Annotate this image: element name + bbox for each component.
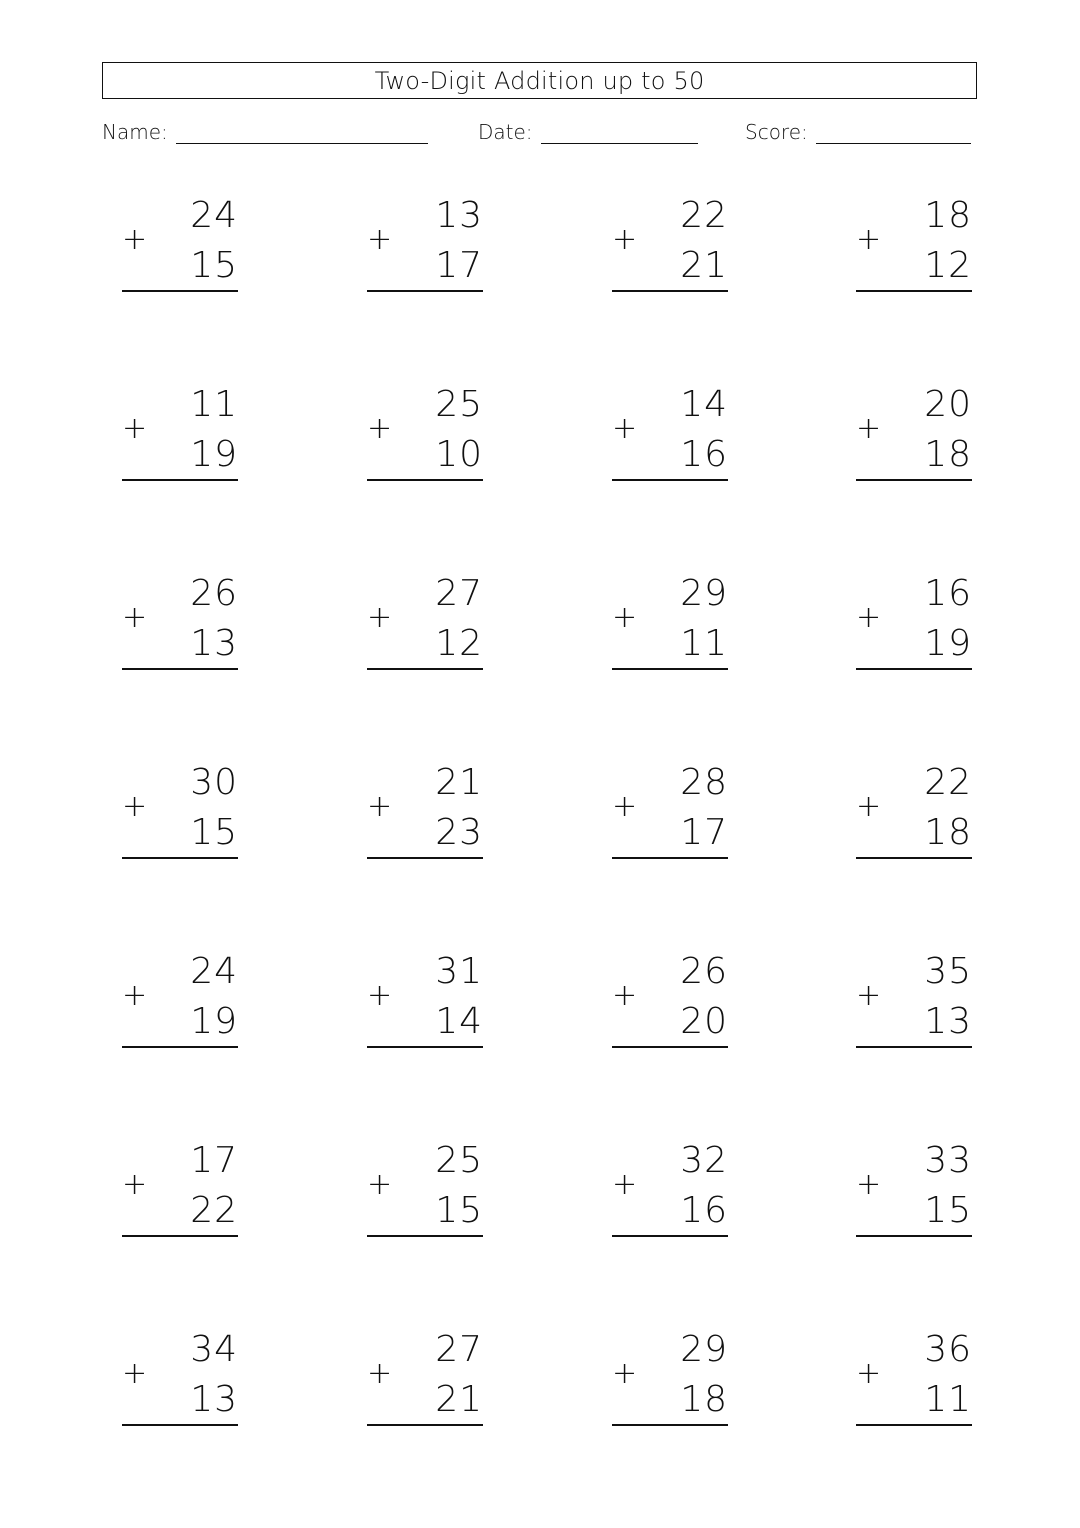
plus-sign: + bbox=[856, 1356, 882, 1391]
addend-bottom: 15 bbox=[190, 812, 238, 853]
addition-problem bbox=[367, 1330, 485, 1440]
answer-line[interactable] bbox=[122, 857, 238, 859]
addend-bottom: 15 bbox=[924, 1190, 972, 1231]
answer-line[interactable] bbox=[612, 668, 728, 670]
answer-line[interactable] bbox=[612, 479, 728, 481]
addition-problem bbox=[856, 952, 974, 1062]
addend-bottom: 12 bbox=[924, 245, 972, 286]
addend-top: 11 bbox=[190, 384, 238, 425]
addend-top: 31 bbox=[435, 951, 483, 992]
addend-top: 22 bbox=[924, 762, 972, 803]
plus-sign: + bbox=[856, 411, 882, 446]
addend-bottom: 21 bbox=[680, 245, 728, 286]
addend-top: 29 bbox=[680, 1329, 728, 1370]
plus-sign: + bbox=[612, 1167, 638, 1202]
addend-top: 36 bbox=[924, 1329, 972, 1370]
addend-top: 26 bbox=[190, 573, 238, 614]
addend-bottom: 18 bbox=[924, 434, 972, 475]
answer-line[interactable] bbox=[856, 857, 972, 859]
answer-line[interactable] bbox=[856, 1235, 972, 1237]
addition-problem bbox=[612, 763, 730, 873]
addition-problem bbox=[612, 952, 730, 1062]
plus-sign: + bbox=[122, 789, 148, 824]
plus-sign: + bbox=[122, 222, 148, 257]
addend-top: 34 bbox=[190, 1329, 238, 1370]
addition-problem bbox=[612, 1141, 730, 1251]
addend-bottom: 17 bbox=[435, 245, 483, 286]
addend-bottom: 15 bbox=[190, 245, 238, 286]
plus-sign: + bbox=[612, 411, 638, 446]
answer-line[interactable] bbox=[367, 290, 483, 292]
addition-problem bbox=[122, 1330, 240, 1440]
answer-line[interactable] bbox=[367, 1235, 483, 1237]
plus-sign: + bbox=[122, 411, 148, 446]
addition-problem bbox=[856, 385, 974, 495]
answer-line[interactable] bbox=[856, 668, 972, 670]
answer-line[interactable] bbox=[367, 1424, 483, 1426]
addend-top: 21 bbox=[435, 762, 483, 803]
plus-sign: + bbox=[122, 1356, 148, 1391]
addition-problem bbox=[122, 1141, 240, 1251]
answer-line[interactable] bbox=[122, 290, 238, 292]
addend-top: 33 bbox=[924, 1140, 972, 1181]
addition-problem bbox=[612, 1330, 730, 1440]
addend-bottom: 11 bbox=[680, 623, 728, 664]
addend-top: 28 bbox=[680, 762, 728, 803]
plus-sign: + bbox=[856, 222, 882, 257]
answer-line[interactable] bbox=[122, 1235, 238, 1237]
addend-bottom: 10 bbox=[435, 434, 483, 475]
plus-sign: + bbox=[367, 789, 393, 824]
addition-problem bbox=[122, 763, 240, 873]
addition-problem bbox=[367, 952, 485, 1062]
plus-sign: + bbox=[367, 222, 393, 257]
addend-bottom: 13 bbox=[924, 1001, 972, 1042]
plus-sign: + bbox=[612, 600, 638, 635]
answer-line[interactable] bbox=[367, 479, 483, 481]
addition-problem bbox=[856, 763, 974, 873]
addition-problem bbox=[367, 574, 485, 684]
addend-top: 20 bbox=[924, 384, 972, 425]
answer-line[interactable] bbox=[122, 1424, 238, 1426]
addition-problem bbox=[122, 196, 240, 306]
answer-line[interactable] bbox=[612, 857, 728, 859]
addition-problem bbox=[122, 952, 240, 1062]
plus-sign: + bbox=[856, 789, 882, 824]
plus-sign: + bbox=[856, 1167, 882, 1202]
plus-sign: + bbox=[122, 978, 148, 1013]
addend-bottom: 17 bbox=[680, 812, 728, 853]
plus-sign: + bbox=[367, 1167, 393, 1202]
addend-bottom: 23 bbox=[435, 812, 483, 853]
addend-bottom: 22 bbox=[190, 1190, 238, 1231]
score-label: Score: bbox=[745, 120, 808, 144]
addend-bottom: 19 bbox=[190, 434, 238, 475]
answer-line[interactable] bbox=[856, 479, 972, 481]
answer-line[interactable] bbox=[612, 1235, 728, 1237]
addend-bottom: 13 bbox=[190, 1379, 238, 1420]
answer-line[interactable] bbox=[367, 1046, 483, 1048]
addition-problem bbox=[856, 196, 974, 306]
addition-problem bbox=[856, 1141, 974, 1251]
addition-problem bbox=[367, 1141, 485, 1251]
addition-problem bbox=[367, 196, 485, 306]
addition-problem bbox=[612, 574, 730, 684]
addend-bottom: 18 bbox=[680, 1379, 728, 1420]
plus-sign: + bbox=[367, 1356, 393, 1391]
answer-line[interactable] bbox=[856, 1424, 972, 1426]
addend-bottom: 14 bbox=[435, 1001, 483, 1042]
answer-line[interactable] bbox=[367, 857, 483, 859]
addend-bottom: 16 bbox=[680, 1190, 728, 1231]
addend-top: 17 bbox=[190, 1140, 238, 1181]
plus-sign: + bbox=[612, 222, 638, 257]
answer-line[interactable] bbox=[856, 1046, 972, 1048]
date-label: Date: bbox=[478, 120, 533, 144]
addend-bottom: 12 bbox=[435, 623, 483, 664]
plus-sign: + bbox=[367, 978, 393, 1013]
addend-bottom: 18 bbox=[924, 812, 972, 853]
addend-bottom: 13 bbox=[190, 623, 238, 664]
addend-bottom: 16 bbox=[680, 434, 728, 475]
addition-problem bbox=[612, 196, 730, 306]
addition-problem bbox=[367, 763, 485, 873]
plus-sign: + bbox=[122, 600, 148, 635]
plus-sign: + bbox=[856, 978, 882, 1013]
plus-sign: + bbox=[856, 600, 882, 635]
addend-top: 29 bbox=[680, 573, 728, 614]
addend-top: 24 bbox=[190, 195, 238, 236]
addend-top: 25 bbox=[435, 384, 483, 425]
plus-sign: + bbox=[612, 978, 638, 1013]
answer-line[interactable] bbox=[122, 1046, 238, 1048]
addition-problem bbox=[122, 385, 240, 495]
addend-bottom: 20 bbox=[680, 1001, 728, 1042]
addend-top: 13 bbox=[435, 195, 483, 236]
addend-top: 35 bbox=[924, 951, 972, 992]
answer-line[interactable] bbox=[856, 290, 972, 292]
addend-top: 27 bbox=[435, 1329, 483, 1370]
addition-problem bbox=[856, 574, 974, 684]
answer-line[interactable] bbox=[122, 479, 238, 481]
answer-line[interactable] bbox=[367, 668, 483, 670]
plus-sign: + bbox=[122, 1167, 148, 1202]
worksheet-title: Two-Digit Addition up to 50 bbox=[102, 62, 977, 99]
plus-sign: + bbox=[367, 411, 393, 446]
addition-problem bbox=[367, 385, 485, 495]
addend-top: 32 bbox=[680, 1140, 728, 1181]
addend-bottom: 15 bbox=[435, 1190, 483, 1231]
addend-top: 16 bbox=[924, 573, 972, 614]
plus-sign: + bbox=[612, 789, 638, 824]
addend-top: 22 bbox=[680, 195, 728, 236]
addend-top: 26 bbox=[680, 951, 728, 992]
addend-bottom: 11 bbox=[924, 1379, 972, 1420]
addition-problem bbox=[856, 1330, 974, 1440]
addend-bottom: 19 bbox=[190, 1001, 238, 1042]
addition-problem bbox=[612, 385, 730, 495]
name-label: Name: bbox=[102, 120, 168, 144]
addend-top: 14 bbox=[680, 384, 728, 425]
answer-line[interactable] bbox=[612, 1424, 728, 1426]
answer-line[interactable] bbox=[612, 290, 728, 292]
answer-line[interactable] bbox=[122, 668, 238, 670]
plus-sign: + bbox=[612, 1356, 638, 1391]
answer-line[interactable] bbox=[612, 1046, 728, 1048]
addend-top: 27 bbox=[435, 573, 483, 614]
addend-bottom: 19 bbox=[924, 623, 972, 664]
addend-bottom: 21 bbox=[435, 1379, 483, 1420]
addend-top: 25 bbox=[435, 1140, 483, 1181]
addition-problem bbox=[122, 574, 240, 684]
addend-top: 18 bbox=[924, 195, 972, 236]
addend-top: 24 bbox=[190, 951, 238, 992]
plus-sign: + bbox=[367, 600, 393, 635]
addend-top: 30 bbox=[190, 762, 238, 803]
